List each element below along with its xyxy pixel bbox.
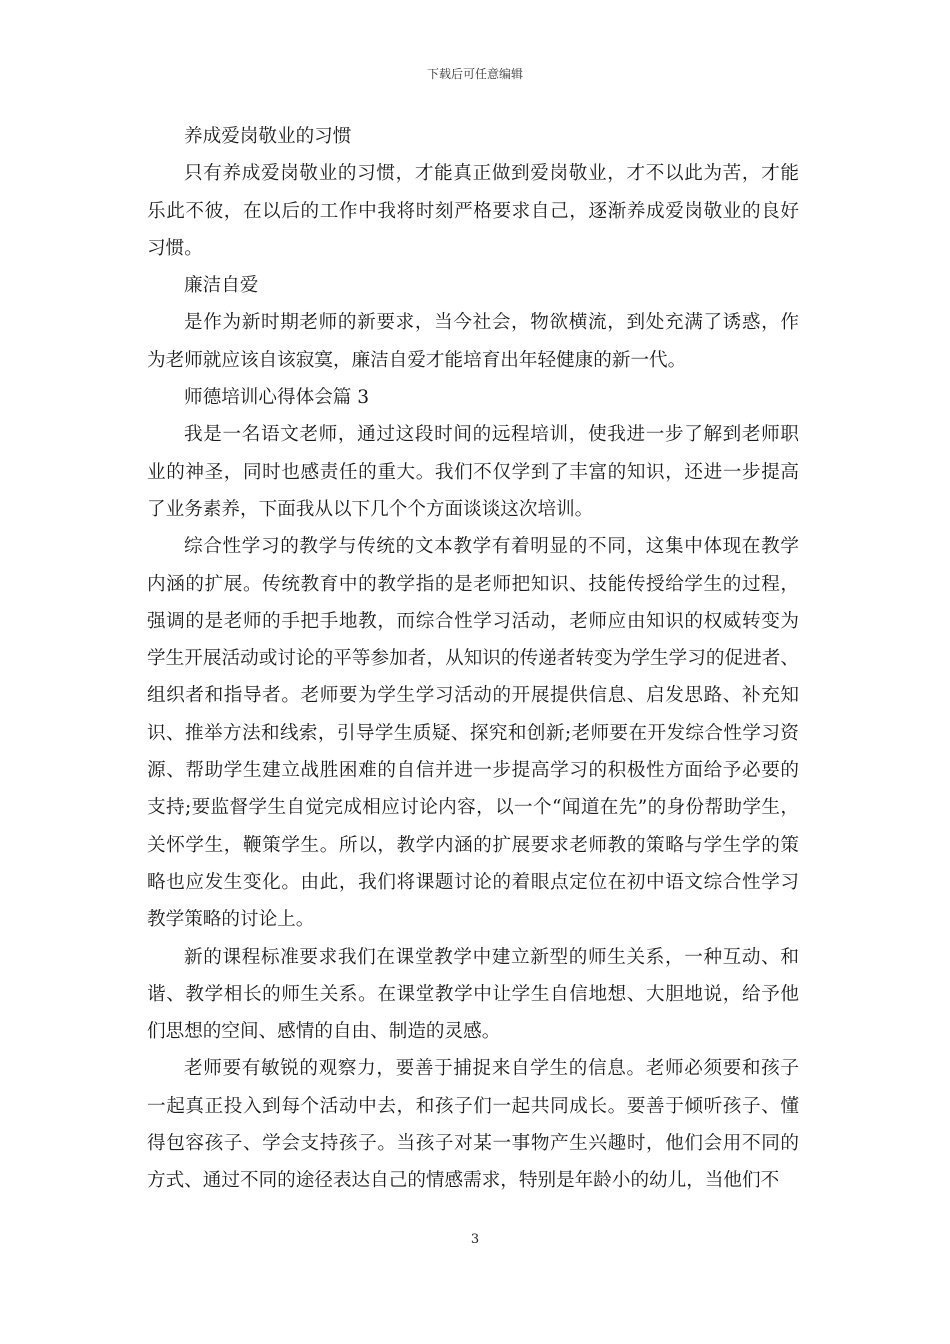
paragraph-line: 为老师就应该自该寂寞，廉洁自爱才能培育出年轻健康的新一代。 [147, 349, 687, 371]
heading-text: 廉洁自爱 [184, 275, 259, 297]
paragraph-line: 方式、通过不同的途径表达自己的情感需求，特别是年龄小的幼儿，当他们不 [147, 1170, 780, 1192]
paragraph-line: 学生开展活动或讨论的平等参加者，从知识的传递者转变为学生学习的促进者、 [147, 648, 799, 670]
body-paragraph [147, 1050, 807, 1199]
section-heading [147, 379, 807, 416]
paragraph-line: 强调的是老师的手把手地教，而综合性学习活动，老师应由知识的权威转变为 [147, 610, 799, 632]
paragraph-line: 业的神圣，同时也感责任的重大。我们不仅学到了丰富的知识，还进一步提高 [147, 461, 799, 483]
body-paragraph [147, 155, 807, 267]
paragraph-line: 教学策略的讨论上。 [147, 909, 315, 931]
paragraph-line: 源、帮助学生建立战胜困难的自信并进一步提高学习的积极性方面给予必要的 [147, 760, 799, 782]
paragraph-line: 们思想的空间、感情的自由、制造的灵感。 [147, 1021, 501, 1043]
heading-text: 养成爱岗敬业的习惯 [184, 126, 352, 147]
paragraph-line: 新的课程标准要求我们在课堂教学中建立新型的师生关系，一种互动、和 [184, 946, 799, 968]
paragraph-line: 识、推举方法和线索，引导学生质疑、探究和创新;老师要在开发综合性学习资 [147, 722, 799, 744]
paragraph-line: 一起真正投入到每个活动中去，和孩子们一起共同成长。要善于倾听孩子、懂 [147, 1095, 799, 1117]
page-number: 3 [470, 1232, 480, 1247]
paragraph-line: 我是一名语文老师，通过这段时间的远程培训，使我进一步了解到老师职 [184, 424, 799, 446]
paragraph-line: 内涵的扩展。传统教育中的教学指的是老师把知识、技能传授给学生的过程， [147, 573, 799, 595]
paragraph-line: 只有养成爱岗敬业的习惯，才能真正做到爱岗敬业，才不以此为苦，才能 [184, 163, 799, 185]
paragraph-line: 得包容孩子、学会支持孩子。当孩子对某一事物产生兴趣时，他们会用不同的 [147, 1133, 799, 1155]
document-body [147, 118, 807, 1200]
paragraph-line: 组织者和指导者。老师要为学生学习活动的开展提供信息、启发思路、补充知 [147, 685, 799, 707]
paragraph-line: 综合性学习的教学与传统的文本教学有着明显的不同，这集中体现在教学 [184, 536, 799, 558]
paragraph-line: 老师要有敏锐的观察力，要善于捕捉来自学生的信息。老师必须要和孩子 [184, 1058, 799, 1080]
paragraph-line: 了业务素养，下面我从以下几个个方面谈谈这次培训。 [147, 498, 594, 520]
paragraph-line: 支持;要监督学生自觉完成相应讨论内容，以一个“闻道在先”的身份帮助学生， [147, 797, 799, 819]
paragraph-line: 乐此不彼，在以后的工作中我将时刻严格要求自己，逐渐养成爱岗敬业的良好 [147, 200, 799, 222]
body-paragraph [147, 939, 807, 1051]
body-paragraph [147, 528, 807, 938]
body-paragraph [147, 304, 807, 379]
section-heading [147, 118, 807, 155]
body-paragraph [147, 416, 807, 528]
section-heading [147, 267, 807, 304]
paragraph-line: 略也应发生变化。由此，我们将课题讨论的着眼点定位在初中语文综合性学习 [147, 871, 799, 893]
page-header: 下载后可任意编辑 [426, 67, 523, 81]
paragraph-line: 谐、教学相长的师生关系。在课堂教学中让学生自信地想、大胆地说，给予他 [147, 983, 799, 1005]
heading-text: 师德培训心得体会篇 3 [184, 387, 370, 409]
paragraph-line: 习惯。 [147, 237, 203, 259]
paragraph-line: 关怀学生，鞭策学生。所以，教学内涵的扩展要求老师教的策略与学生学的策 [147, 834, 799, 856]
paragraph-line: 是作为新时期老师的新要求，当今社会，物欲横流，到处充满了诱惑，作 [184, 312, 799, 334]
